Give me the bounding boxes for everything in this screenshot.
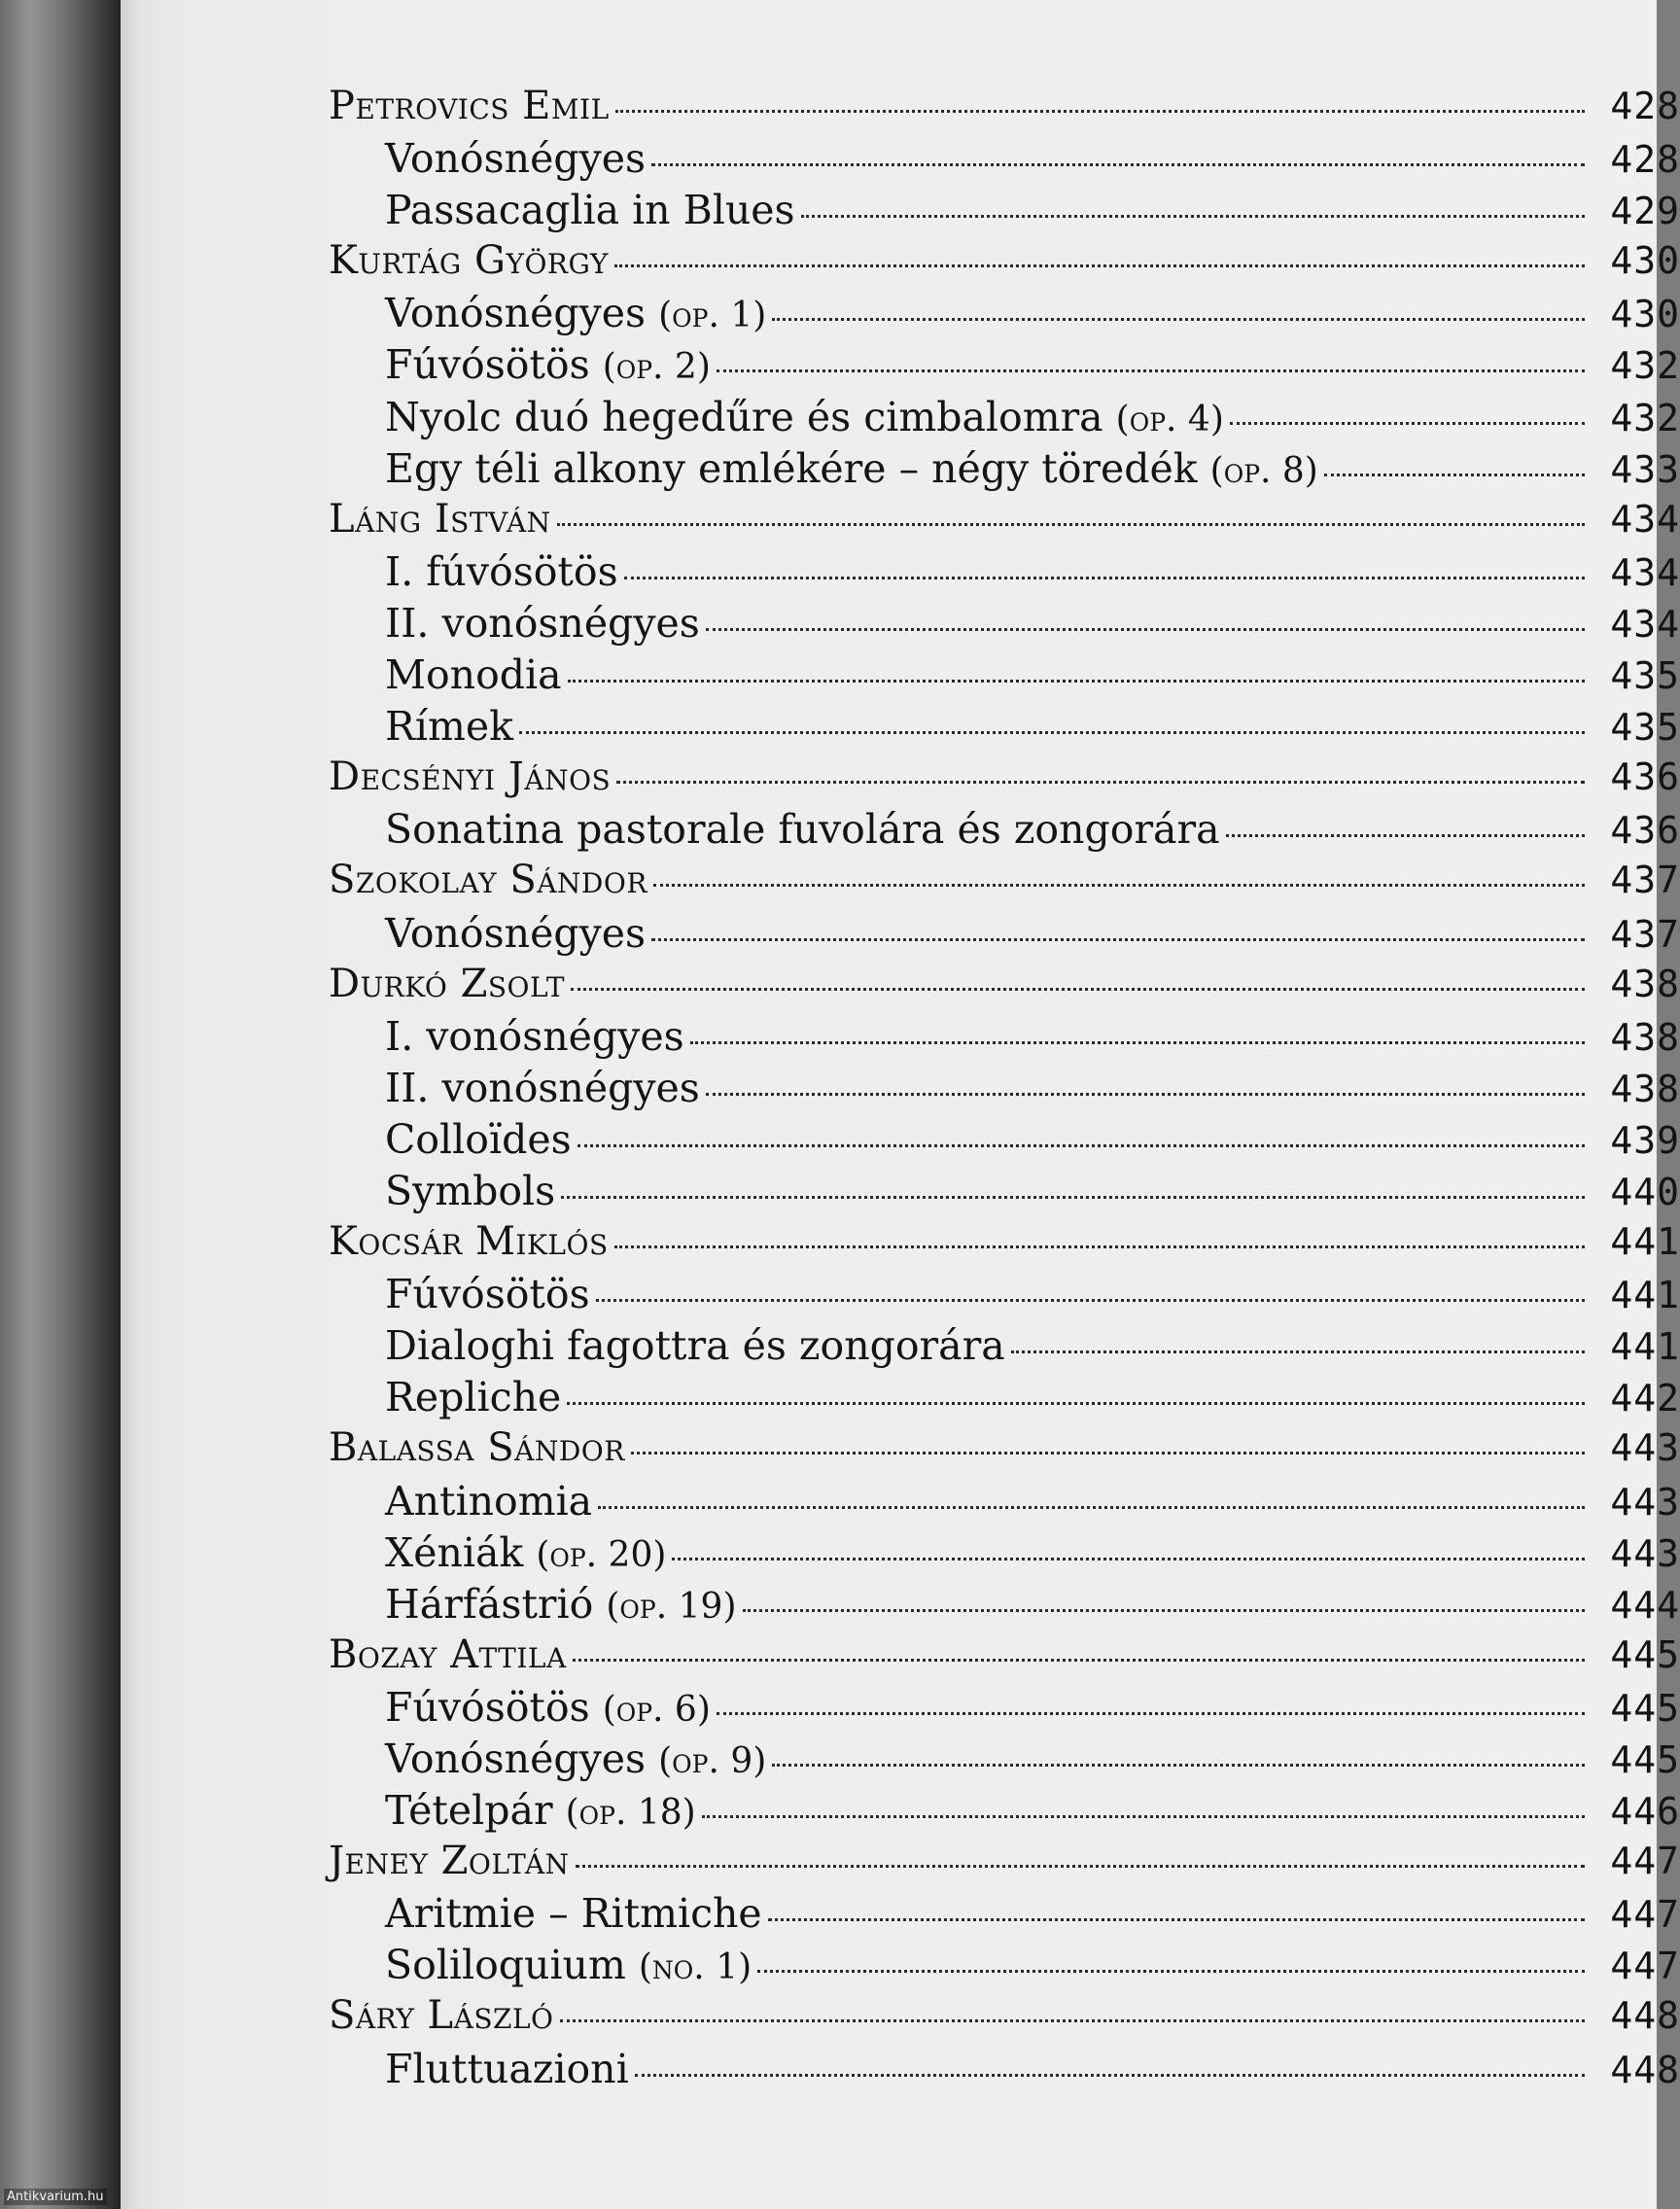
entry-title (329, 1116, 572, 1163)
entry-title (329, 1839, 570, 1883)
entry-title (329, 497, 551, 542)
dot-leader (772, 1764, 1585, 1767)
entry-title-text: Vonósnégyes (385, 909, 647, 957)
entry-title-text: Hárfástrió (385, 1580, 594, 1628)
dot-leader (614, 1245, 1585, 1248)
dot-leader (702, 1815, 1585, 1818)
page-number: 433 (1610, 447, 1680, 491)
toc-work-entry (329, 1529, 1680, 1581)
page-number: 435 (1610, 706, 1680, 750)
page-number: 432 (1610, 396, 1680, 439)
dot-leader (768, 1918, 1585, 1921)
dot-leader (1011, 1350, 1585, 1353)
dot-leader (561, 1196, 1585, 1199)
page-number: 437 (1610, 859, 1680, 902)
entry-title-text: Szokolay Sándor (329, 858, 648, 903)
entry-title-text: Kocsár Miklós (329, 1219, 609, 1265)
table-of-contents (329, 84, 1680, 2097)
entry-title-text: II. vonósnégyes (385, 599, 700, 647)
toc-work-entry (329, 1581, 1680, 1632)
entry-title (329, 341, 711, 388)
entry-title (329, 1374, 561, 1420)
entry-title-text: Durkó Zsolt (329, 961, 566, 1006)
page-number: 437 (1610, 912, 1680, 956)
entry-title-text: Dialoghi fagottra és zongorára (385, 1322, 1005, 1370)
dot-leader (624, 577, 1585, 579)
page-number: 447 (1610, 1945, 1680, 1988)
entry-title-text: Tételpár (385, 1787, 553, 1835)
entry-title-text: Symbols (385, 1167, 556, 1214)
toc-composer-entry (329, 1425, 1680, 1477)
entry-title-text: Sáry László (329, 1993, 554, 2039)
toc-composer-entry (329, 1839, 1680, 1890)
dot-leader (743, 1609, 1586, 1612)
entry-title (329, 910, 646, 957)
entry-title-text: Colloïdes (385, 1115, 572, 1163)
dot-leader (557, 523, 1585, 526)
dot-leader (1226, 834, 1585, 837)
page-number: 440 (1610, 1170, 1680, 1213)
opus-number: (no. 1) (638, 1947, 752, 1988)
entry-title (329, 1168, 555, 1214)
dot-leader (631, 1452, 1585, 1455)
toc-work-entry (329, 651, 1680, 703)
page-number: 438 (1610, 962, 1680, 1005)
page-number: 428 (1610, 138, 1680, 182)
dot-leader (717, 369, 1585, 372)
book-spine-shadow (0, 0, 124, 2209)
page-number: 430 (1610, 239, 1680, 283)
toc-work-entry (329, 290, 1680, 341)
opus-number: (op. 2) (602, 347, 711, 388)
page-number: 445 (1610, 1632, 1680, 1676)
page-number: 443 (1610, 1531, 1680, 1575)
toc-work-entry (329, 1684, 1680, 1736)
dot-leader (672, 1558, 1585, 1560)
dot-leader (560, 2019, 1585, 2022)
entry-title (329, 187, 795, 233)
opus-number: (op. 20) (536, 1534, 667, 1575)
entry-title (329, 1942, 752, 1988)
toc-work-entry (329, 548, 1680, 600)
opus-number: (op. 1) (658, 296, 767, 336)
entry-title (329, 394, 1224, 440)
entry-title (329, 1219, 609, 1264)
entry-title-text: Soliloquium (385, 1942, 626, 1989)
page-number: 444 (1610, 1583, 1680, 1627)
toc-work-entry (329, 341, 1680, 393)
toc-work-entry (329, 1787, 1680, 1839)
dot-leader (596, 1299, 1585, 1302)
opus-number: (op. 9) (658, 1741, 767, 1781)
dot-leader (651, 938, 1585, 941)
entry-title (329, 1013, 684, 1060)
opus-number: (op. 18) (565, 1793, 696, 1834)
toc-work-entry (329, 806, 1680, 858)
entry-title-text: Monodia (385, 651, 562, 699)
page-number: 448 (1610, 1994, 1680, 2038)
entry-title (329, 754, 611, 799)
entry-title (329, 962, 565, 1006)
entry-title-text: Petrovics Emil (329, 84, 610, 128)
entry-title-text: Bozay Attila (329, 1631, 567, 1677)
entry-title-text: I. vonósnégyes (385, 1012, 684, 1060)
toc-work-entry (329, 187, 1680, 238)
entry-title (329, 445, 1318, 492)
dot-leader (706, 628, 1585, 631)
dot-leader (615, 110, 1585, 113)
entry-title (329, 1425, 625, 1470)
entry-title (329, 135, 646, 182)
dot-leader (598, 1506, 1585, 1509)
toc-composer-entry (329, 84, 1680, 135)
entry-title-text: Antinomia (385, 1477, 593, 1525)
toc-work-entry (329, 1374, 1680, 1425)
entry-title-text: Passacaglia in Blues (385, 187, 795, 234)
entry-title (329, 2046, 629, 2092)
toc-composer-entry (329, 754, 1680, 806)
dot-leader (1324, 473, 1585, 476)
dot-leader (567, 1402, 1585, 1405)
entry-title-text: Xéniák (385, 1528, 524, 1576)
entry-title-text: Vonósnégyes (385, 1736, 647, 1782)
page-number: 438 (1610, 1015, 1680, 1059)
entry-title-text: Fúvósötös (385, 1683, 590, 1731)
page-number: 436 (1610, 755, 1680, 799)
page-number: 438 (1610, 1067, 1680, 1110)
page-number: 443 (1610, 1426, 1680, 1470)
entry-title (329, 1684, 711, 1731)
entry-title-text: II. vonósnégyes (385, 1064, 700, 1111)
page-number: 445 (1610, 1686, 1680, 1730)
dot-leader (571, 988, 1585, 991)
page-number: 428 (1610, 85, 1680, 127)
dot-leader (614, 264, 1585, 267)
toc-composer-entry (329, 962, 1680, 1013)
entry-title-text: Fúvósötös (385, 1271, 590, 1318)
entry-title (329, 548, 618, 595)
page-number: 435 (1610, 654, 1680, 698)
toc-work-entry (329, 1168, 1680, 1219)
dot-leader (651, 163, 1585, 166)
entry-title (329, 290, 766, 336)
page-number: 429 (1610, 190, 1680, 233)
page-number: 447 (1610, 1840, 1680, 1883)
toc-composer-entry (329, 1219, 1680, 1271)
dot-leader (757, 1970, 1585, 1973)
dot-leader (706, 1093, 1585, 1096)
toc-work-entry (329, 135, 1680, 187)
page-number: 432 (1610, 344, 1680, 388)
entry-title (329, 651, 562, 698)
entry-title-text: Repliche (385, 1374, 562, 1421)
page-number: 439 (1610, 1118, 1680, 1162)
page-number: 446 (1610, 1790, 1680, 1834)
entry-title-text: Vonósnégyes (385, 135, 647, 183)
entry-title (329, 1632, 567, 1677)
page-number: 442 (1610, 1377, 1680, 1420)
page-number: 441 (1610, 1274, 1680, 1317)
toc-work-entry (329, 1065, 1680, 1116)
dot-leader (616, 781, 1585, 784)
opus-number: (op. 6) (602, 1689, 711, 1730)
entry-title (329, 1271, 590, 1317)
dot-leader (653, 884, 1585, 887)
toc-composer-entry (329, 1993, 1680, 2045)
entry-title (329, 858, 648, 902)
page-number: 436 (1610, 809, 1680, 853)
book-page (121, 0, 1680, 2209)
entry-title-text: Vonósnégyes (385, 290, 647, 337)
toc-work-entry (329, 1890, 1680, 1942)
entry-title (329, 806, 1220, 853)
entry-title (329, 1736, 766, 1782)
toc-work-entry (329, 1478, 1680, 1529)
entry-title (329, 1065, 700, 1111)
entry-title (329, 1322, 1005, 1369)
page-number: 448 (1610, 2048, 1680, 2091)
page-number: 434 (1610, 497, 1680, 541)
toc-work-entry (329, 1942, 1680, 1993)
entry-title (329, 84, 610, 128)
opus-number: (op. 19) (606, 1586, 737, 1627)
toc-work-entry (329, 1322, 1680, 1374)
toc-work-entry (329, 600, 1680, 651)
dot-leader (772, 318, 1585, 321)
dot-leader (1230, 422, 1585, 425)
toc-work-entry (329, 1116, 1680, 1168)
entry-title (329, 1787, 696, 1834)
entry-title (329, 1581, 737, 1628)
entry-title (329, 1478, 592, 1525)
toc-composer-entry (329, 1632, 1680, 1684)
entry-title (329, 1993, 554, 2038)
page-number: 441 (1610, 1220, 1680, 1264)
entry-title-text: Fúvósötös (385, 341, 590, 389)
dot-leader (690, 1041, 1585, 1044)
toc-composer-entry (329, 497, 1680, 548)
entry-title (329, 703, 513, 750)
opus-number: (op. 8) (1209, 450, 1318, 491)
toc-work-entry (329, 1736, 1680, 1787)
opus-number: (op. 4) (1115, 399, 1224, 439)
entry-title-text: Jeney Zoltán (329, 1839, 570, 1884)
page-number: 441 (1610, 1325, 1680, 1369)
toc-work-entry (329, 1013, 1680, 1065)
dot-leader (573, 1659, 1585, 1662)
entry-title-text: Kurtág György (329, 238, 609, 284)
entry-title-text: Sonatina pastorale fuvolára és zongorára (385, 806, 1220, 854)
entry-title (329, 1529, 666, 1576)
toc-work-entry (329, 1271, 1680, 1322)
dot-leader (568, 680, 1585, 683)
toc-work-entry (329, 703, 1680, 754)
watermark: Antikvarium.hu (4, 2189, 107, 2205)
entry-title-text: Aritmie – Ritmiche (385, 1890, 762, 1938)
entry-title-text: Láng István (329, 496, 551, 542)
page-number: 434 (1610, 550, 1680, 594)
toc-composer-entry (329, 858, 1680, 909)
dot-leader (576, 1865, 1585, 1868)
toc-work-entry (329, 394, 1680, 445)
toc-work-entry (329, 910, 1680, 962)
entry-title (329, 238, 609, 283)
toc-work-entry (329, 2046, 1680, 2097)
dot-leader (578, 1144, 1585, 1147)
page-number: 430 (1610, 293, 1680, 336)
entry-title-text: I. fúvósötös (385, 547, 618, 595)
entry-title-text: Rímek (385, 703, 513, 751)
page-number: 443 (1610, 1480, 1680, 1524)
entry-title (329, 1890, 762, 1937)
entry-title-text: Decsényi János (329, 754, 612, 800)
entry-title-text: Egy téli alkony emlékére – négy töredék (385, 444, 1198, 492)
page-number: 434 (1610, 602, 1680, 646)
dot-leader (519, 731, 1585, 734)
entry-title-text: Fluttuazioni (385, 2045, 629, 2092)
entry-title-text: Balassa Sándor (329, 1425, 625, 1471)
toc-composer-entry (329, 238, 1680, 290)
page-number: 447 (1610, 1893, 1680, 1937)
entry-title-text: Nyolc duó hegedűre és cimbalomra (385, 393, 1103, 440)
entry-title (329, 600, 700, 647)
dot-leader (635, 2074, 1585, 2077)
dot-leader (717, 1712, 1585, 1715)
toc-work-entry (329, 445, 1680, 497)
dot-leader (801, 215, 1585, 218)
page-number: 445 (1610, 1738, 1680, 1781)
